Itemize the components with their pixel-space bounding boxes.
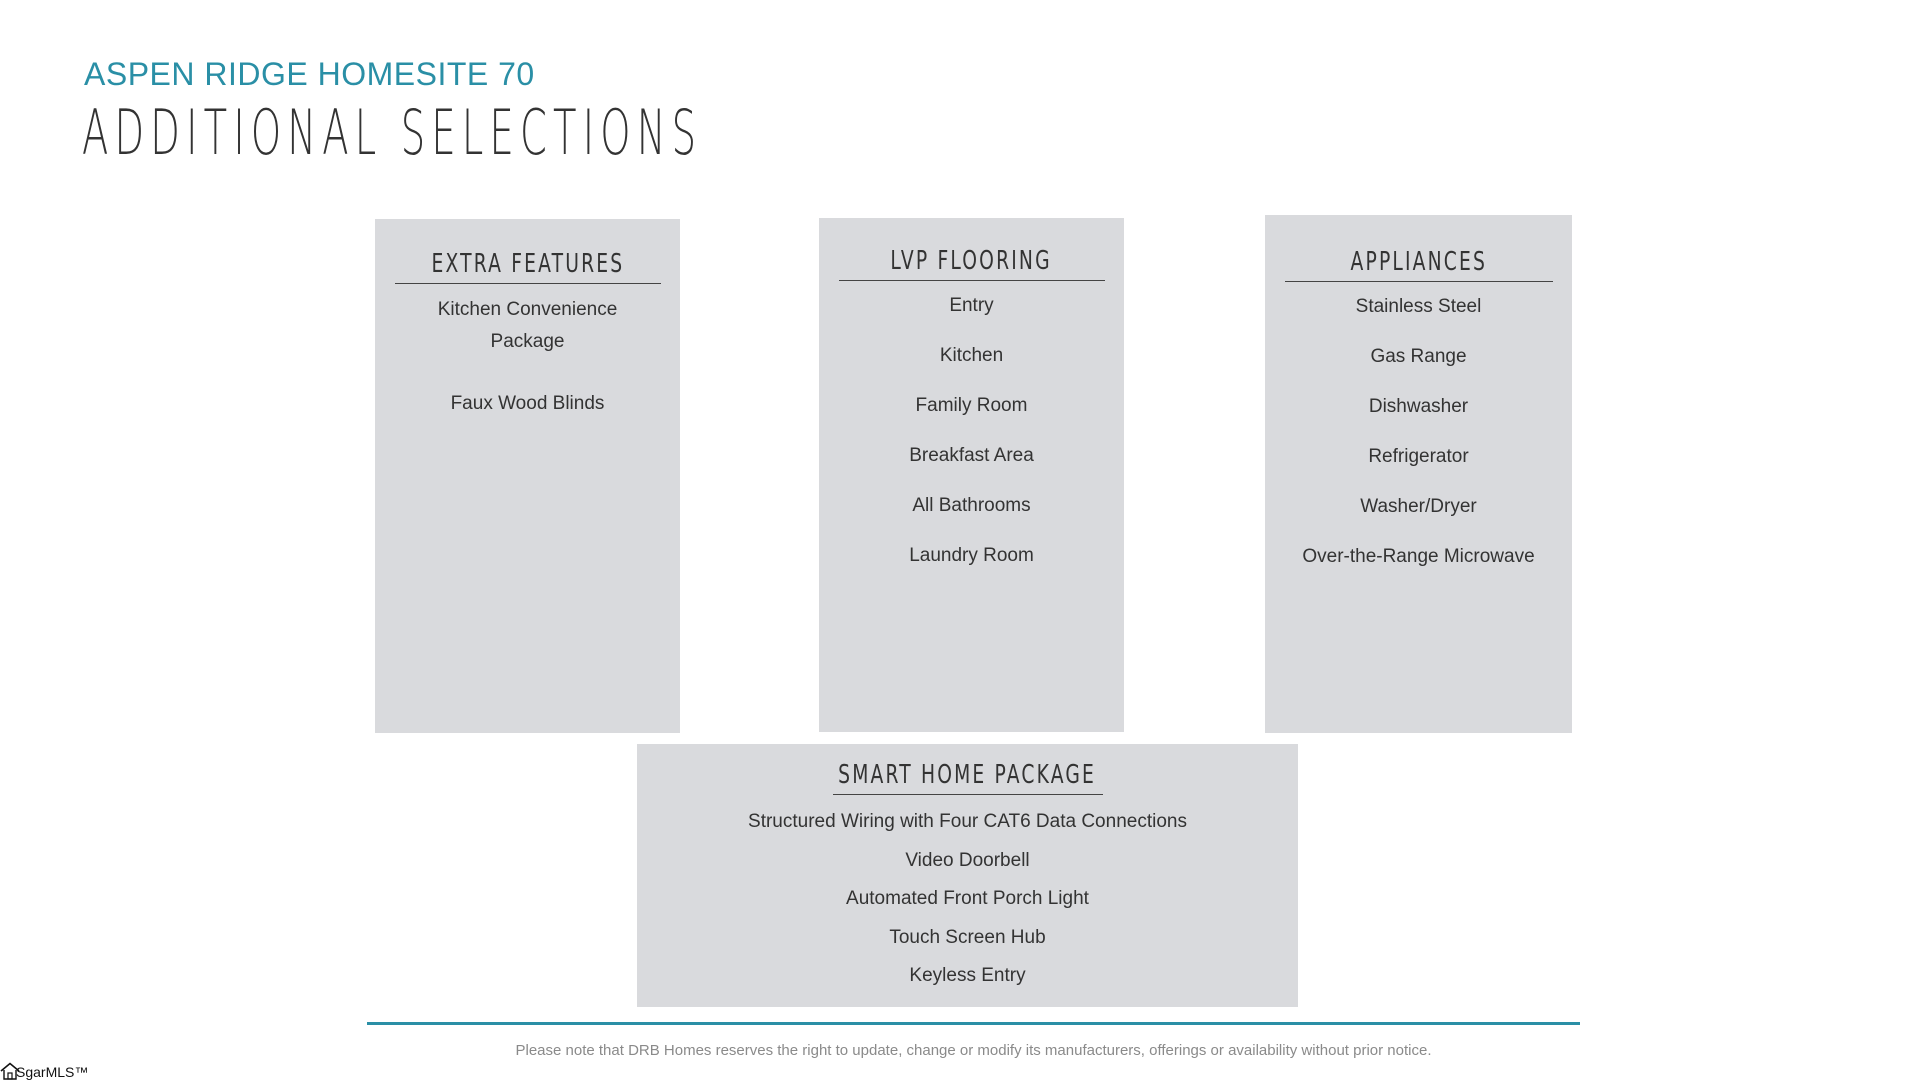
card-header [637, 744, 1298, 790]
list-item: Family Room [915, 395, 1028, 416]
smart-home-package-list [637, 809, 1298, 989]
smart-home-package-card [637, 744, 1298, 1007]
page-title: ADDITIONAL SELECTIONS [82, 96, 703, 169]
footer-divider [367, 1022, 1580, 1025]
list-item: Kitchen [939, 345, 1004, 366]
appliances-heading: APPLIANCES [1350, 247, 1487, 277]
extra-features-card [375, 219, 680, 733]
list-item: Refrigerator [1368, 446, 1469, 467]
list-item: Video Doorbell [905, 849, 1030, 871]
smart-home-package-heading: SMART HOME PACKAGE [838, 760, 1097, 790]
list-item: Structured Wiring with Four CAT6 Data Connections [748, 811, 1187, 832]
lvp-flooring-heading: LVP FLOORING [890, 246, 1053, 276]
heading-underline [395, 283, 661, 284]
list-item: Washer/Dryer [1360, 496, 1477, 517]
list-item: Entry [949, 295, 994, 316]
appliances-card [1265, 215, 1572, 733]
heading-underline [833, 794, 1103, 795]
list-item: Dishwasher [1368, 396, 1469, 417]
list-item: Laundry Room [909, 545, 1034, 566]
list-item: Faux Wood Blinds [450, 393, 605, 414]
list-item: Over-the-Range Microwave [1302, 546, 1535, 567]
heading-underline [1285, 281, 1553, 282]
mls-watermark [0, 1062, 88, 1080]
lvp-flooring-card [819, 218, 1124, 732]
list-item: Touch Screen Hub [889, 926, 1046, 948]
mls-watermark-text: SgarMLS™ [16, 1064, 89, 1080]
extra-features-heading: EXTRA FEATURES [431, 249, 624, 279]
card-header [819, 218, 1124, 276]
list-item: All Bathrooms [912, 495, 1031, 516]
heading-underline [839, 280, 1105, 281]
card-header [375, 219, 680, 279]
list-item: Gas Range [1370, 346, 1467, 367]
disclaimer-text: Please note that DRB Homes reserves the right to update, change or modify its manufacturers, offerings or availability without prior notice. [515, 1042, 1432, 1059]
extra-features-list [375, 294, 680, 420]
list-item: Stainless Steel [1355, 296, 1482, 317]
page-subtitle: ASPEN RIDGE HOMESITE 70 [84, 56, 535, 92]
list-item: Breakfast Area [909, 445, 1034, 466]
card-header [1265, 215, 1572, 277]
list-item: Kitchen Convenience Package [437, 299, 618, 352]
lvp-flooring-list [819, 293, 1124, 569]
list-item: Automated Front Porch Light [846, 888, 1089, 909]
list-item: Keyless Entry [909, 965, 1026, 986]
appliances-list [1265, 294, 1572, 570]
